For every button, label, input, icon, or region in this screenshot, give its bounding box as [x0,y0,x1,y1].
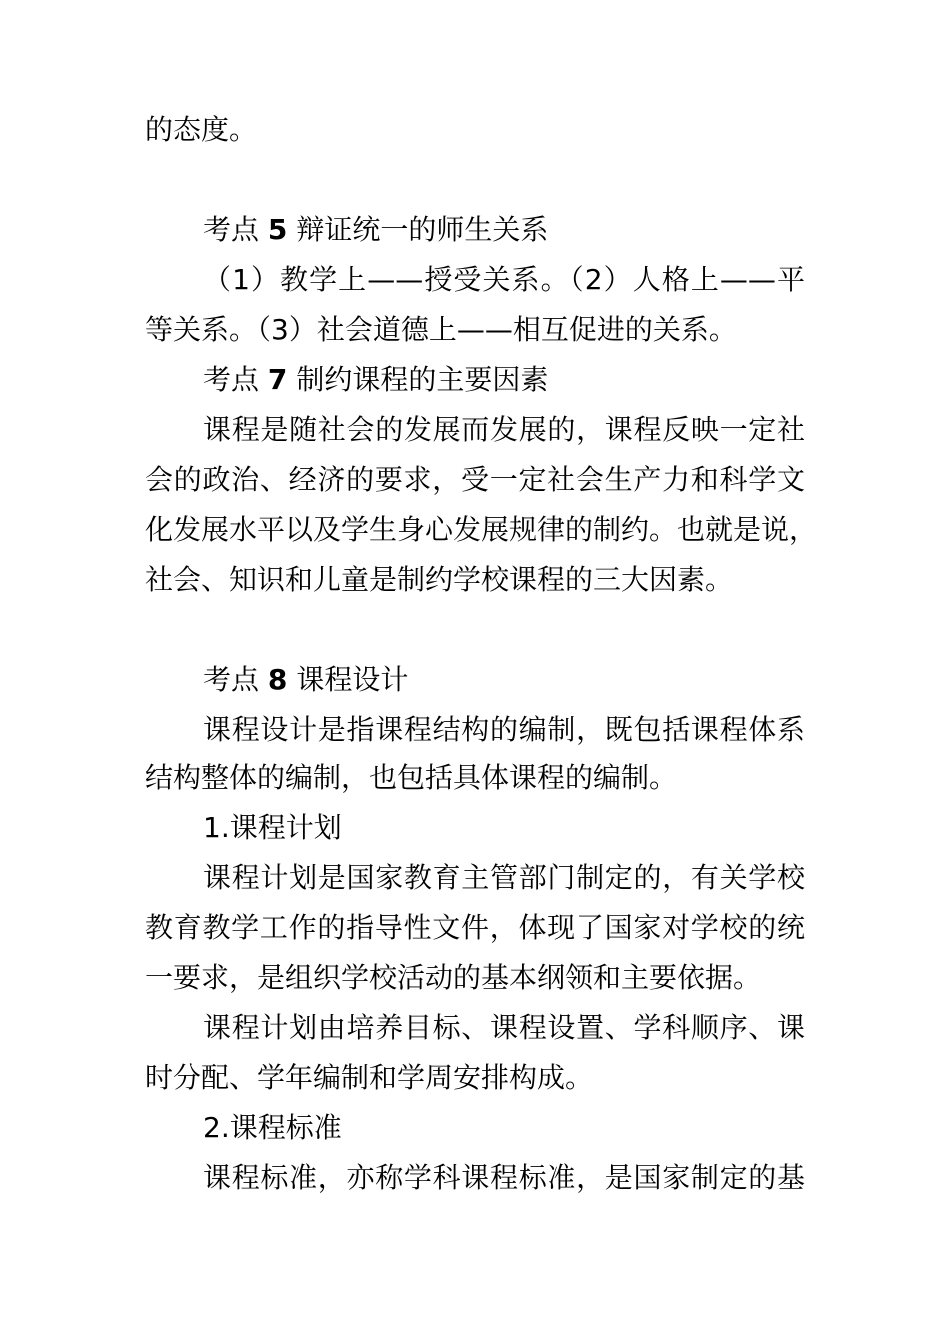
text-line: 课程设计是指课程结构的编制，既包括课程体系 [203,713,805,746]
subheading-course-standard: 2.课程标准 [203,1111,342,1144]
text-line: 一要求，是组织学校活动的基本纲领和主要依据。 [145,961,762,994]
text-line: 课程标准，亦称学科课程标准，是国家制定的基 [203,1161,805,1194]
heading-title: 制约课程的主要因素 [296,363,549,396]
text-line: 结构整体的编制，也包括具体课程的编制。 [145,761,678,794]
section-heading-5 [203,210,548,250]
heading-prefix: 考点 [203,363,260,396]
text-line: 会的政治、经济的要求，受一定社会生产力和科学文 [145,463,805,496]
text-line: 化发展水平以及学生身心发展规律的制约。也就是说， [145,513,818,546]
text-line: （1）教学上——授受关系。（2）人格上——平 [203,263,805,296]
heading-title: 辩证统一的师生关系 [296,213,549,246]
heading-number: 5 [267,213,288,246]
text-line: 的态度。 [145,113,258,146]
heading-prefix: 考点 [203,213,260,246]
text-line: 课程计划是国家教育主管部门制定的，有关学校 [203,861,805,894]
heading-number: 8 [267,663,288,696]
section-heading-7 [203,360,548,400]
heading-number: 7 [267,363,288,396]
subheading-course-plan: 1.课程计划 [203,811,342,844]
text-line: 课程是随社会的发展而发展的，课程反映一定社 [203,413,805,446]
heading-prefix: 考点 [203,663,260,696]
text-line: 社会、知识和儿童是制约学校课程的三大因素。 [145,563,734,596]
heading-title: 课程设计 [296,663,409,696]
text-line: 教育教学工作的指导性文件，体现了国家对学校的统 [145,911,805,944]
text-line: 时分配、学年编制和学周安排构成。 [145,1061,594,1094]
section-heading-8 [203,660,408,700]
text-line: 等关系。（3）社会道德上——相互促进的关系。 [145,313,737,346]
text-line: 课程计划由培养目标、课程设置、学科顺序、课 [203,1011,805,1044]
